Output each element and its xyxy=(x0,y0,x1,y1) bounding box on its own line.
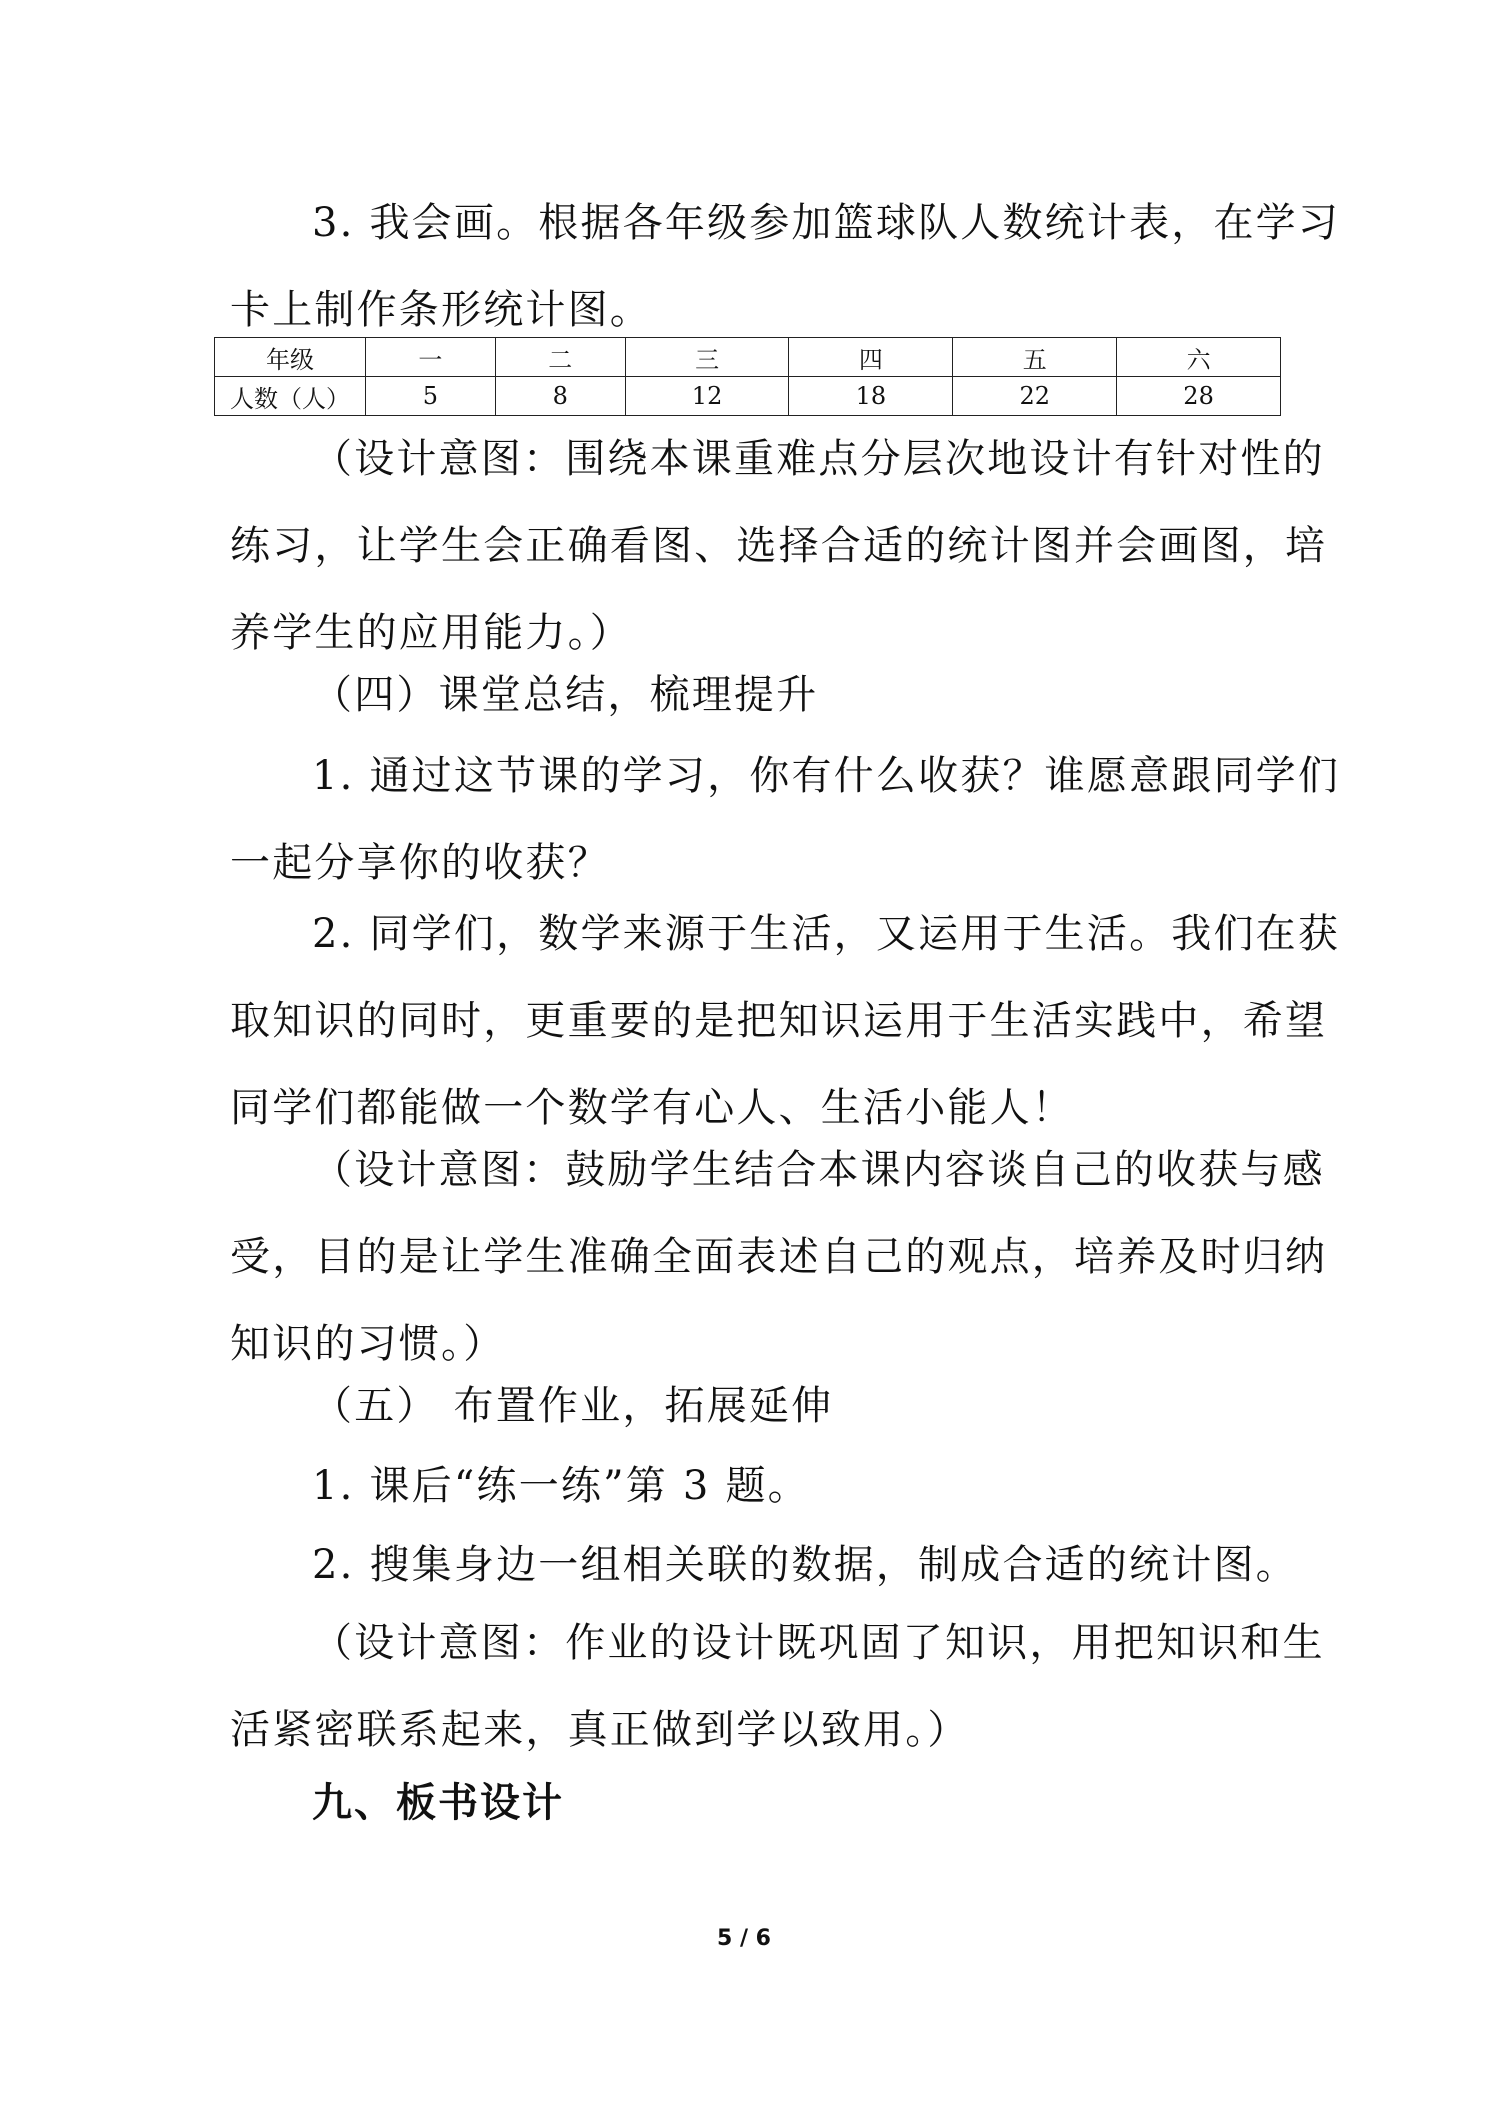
table-cell-count: 18 xyxy=(789,377,953,416)
text-line: 九、板书设计 xyxy=(312,1780,564,1826)
text-line: 受，目的是让学生准确全面表述自己的观点，培养及时归纳 xyxy=(230,1234,1328,1280)
text-line: 一起分享你的收获？ xyxy=(230,840,610,886)
table-cell-count: 8 xyxy=(495,377,625,416)
table-cell-grade: 五 xyxy=(953,338,1117,377)
text-line: 知识的习惯。） xyxy=(230,1321,506,1367)
section-heading-9 xyxy=(230,1760,1260,1847)
text-line: 取知识的同时，更重要的是把知识运用于生活实践中，希望 xyxy=(230,998,1328,1044)
text-line: 1. 课后“练一练”第 3 题。 xyxy=(312,1463,810,1509)
text-line: 1. 通过这节课的学习，你有什么收获？谁愿意跟同学们 xyxy=(312,753,1341,799)
table-row-count xyxy=(215,377,1281,416)
text-line: 练习，让学生会正确看图、选择合适的统计图并会画图，培 xyxy=(230,523,1328,569)
section-heading-4 xyxy=(230,652,1260,739)
text-line: 养学生的应用能力。） xyxy=(230,610,632,656)
paragraph-design-intent-2 xyxy=(230,1127,1328,1388)
paragraph-homework-2 xyxy=(230,1522,1298,1609)
table-cell-grade: 四 xyxy=(789,338,953,377)
text-line: 2. 搜集身边一组相关联的数据，制成合适的统计图。 xyxy=(312,1542,1298,1588)
table-cell-count: 28 xyxy=(1117,377,1281,416)
table-cell-grade: 二 xyxy=(495,338,625,377)
text-line: 3. 我会画。根据各年级参加篮球队人数统计表，在学习 xyxy=(312,200,1341,246)
text-line: （设计意图：鼓励学生结合本课内容谈自己的收获与感 xyxy=(312,1147,1325,1193)
table-row-grade xyxy=(215,338,1281,377)
section-heading-5 xyxy=(230,1363,1260,1450)
paragraph-design-intent-1 xyxy=(230,416,1328,677)
text-line: 同学们都能做一个数学有心人、生活小能人！ xyxy=(230,1085,1074,1131)
text-line: （四）课堂总结，梳理提升 xyxy=(312,672,819,718)
basketball-team-stats-table xyxy=(214,337,1281,416)
paragraph-task-3 xyxy=(230,180,1341,354)
text-line: 活紧密联系起来，真正做到学以致用。） xyxy=(230,1707,970,1753)
table-cell-count: 12 xyxy=(625,377,789,416)
page-number: 5 / 6 xyxy=(717,1926,771,1951)
table-header-count: 人数（人） xyxy=(215,377,366,416)
table-cell-grade: 六 xyxy=(1117,338,1281,377)
text-line: （五） 布置作业，拓展延伸 xyxy=(312,1383,834,1429)
table-cell-grade: 三 xyxy=(625,338,789,377)
paragraph-design-intent-3 xyxy=(230,1600,1325,1774)
text-line: 卡上制作条形统计图。 xyxy=(230,287,652,333)
table-cell-grade: 一 xyxy=(366,338,496,377)
table-header-grade: 年级 xyxy=(215,338,366,377)
paragraph-summary-1 xyxy=(230,733,1341,907)
table-cell-count: 22 xyxy=(953,377,1117,416)
text-line: 2. 同学们，数学来源于生活，又运用于生活。我们在获 xyxy=(312,911,1341,957)
paragraph-homework-1 xyxy=(230,1443,1260,1530)
text-line: （设计意图：作业的设计既巩固了知识，用把知识和生 xyxy=(312,1620,1325,1666)
paragraph-summary-2 xyxy=(230,891,1341,1152)
table-cell-count: 5 xyxy=(366,377,496,416)
text-line: （设计意图：围绕本课重难点分层次地设计有针对性的 xyxy=(312,436,1325,482)
